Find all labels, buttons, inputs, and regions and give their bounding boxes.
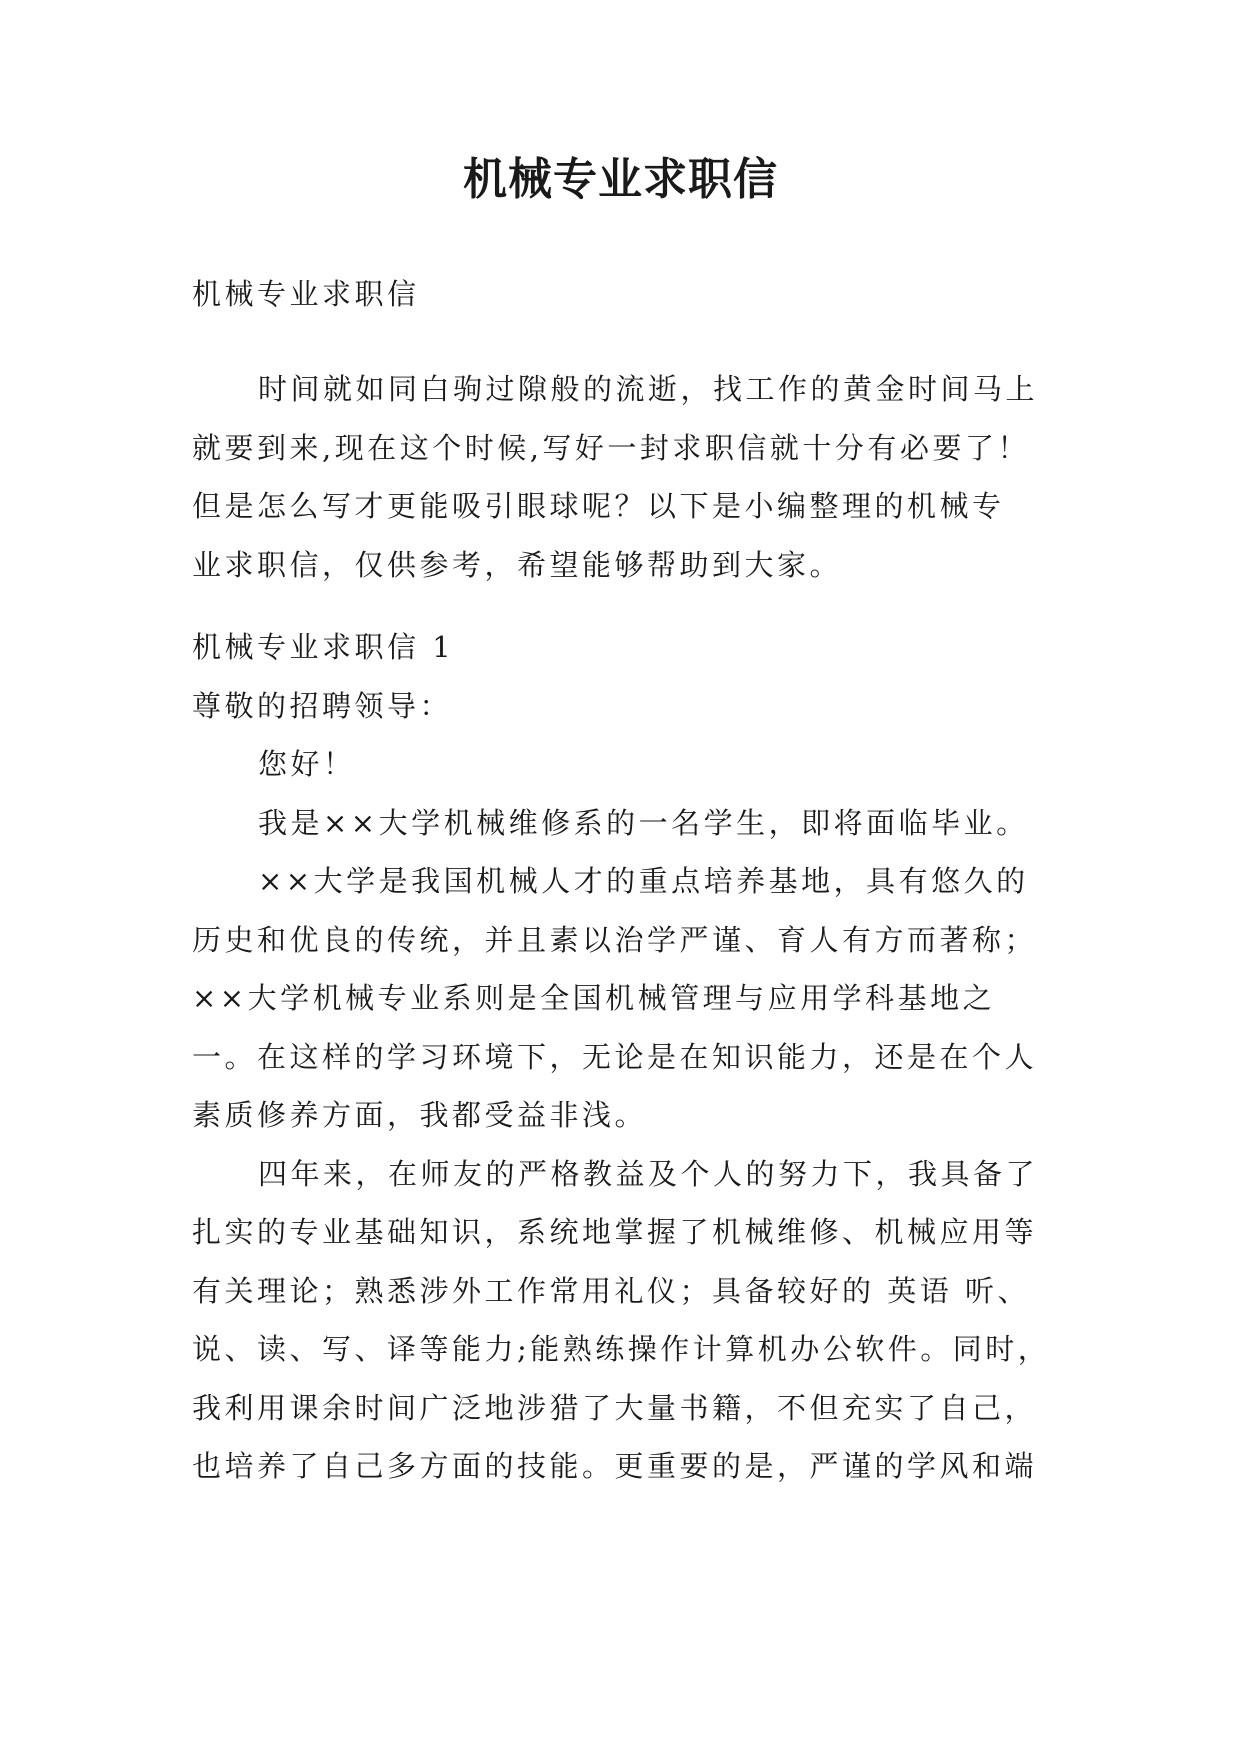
paragraph-line: 四年来，在师友的严格教益及个人的努力下，我具备了: [258, 1156, 1039, 1191]
paragraph-line: 扎实的专业基础知识，系统地掌握了机械维修、机械应用等: [192, 1215, 1038, 1249]
paragraph-line: 一。在这样的学习环境下，无论是在知识能力，还是在个人: [192, 1039, 1038, 1074]
intro-line: 业求职信，仅供参考，希望能够帮助到大家。: [192, 547, 843, 582]
paragraph-line: ××大学是我国机械人才的重点培养基地，具有悠久的: [258, 864, 1029, 898]
letter-body: [192, 618, 1072, 1496]
intro-line: 就要到来,现在这个时候,写好一封求职信就十分有必要了！: [192, 430, 1030, 465]
paragraph-line: 说、读、写、译等能力;能熟练操作计算机办公软件。同时，: [192, 1332, 1051, 1366]
paragraph-line: 有关理论；熟悉涉外工作常用礼仪；具备较好的 英语 听、: [192, 1273, 1030, 1308]
paragraph-line: 素质修养方面，我都受益非浅。: [192, 1098, 648, 1132]
greeting: 您好！: [258, 747, 356, 781]
paragraph-line: 我是××大学机械维修系的一名学生，即将面临毕业。: [258, 805, 1029, 840]
paragraph-line: 也培养了自己多方面的技能。更重要的是，严谨的学风和端: [192, 1449, 1038, 1483]
document-title: 机械专业求职信: [463, 154, 778, 205]
intro-line: 但是怎么写才更能吸引眼球呢？以下是小编整理的机械专: [192, 489, 1005, 523]
intro-line: 时间就如同白驹过隙般的流逝，找工作的黄金时间马上: [258, 372, 1039, 406]
salutation: 尊敬的招聘领导：: [192, 688, 453, 723]
section-heading: 机械专业求职信 1: [192, 630, 455, 664]
intro-paragraph: [192, 360, 1072, 594]
document-subtitle: [192, 265, 1072, 324]
subtitle-line: 机械专业求职信: [192, 277, 420, 311]
paragraph-line: ××大学机械专业系则是全国机械管理与应用学科基地之: [192, 981, 996, 1015]
paragraph-line: 历史和优良的传统，并且素以治学严谨、育人有方而著称；: [192, 922, 1038, 957]
paragraph-line: 我利用课余时间广泛地涉猎了大量书籍，不但充实了自己，: [192, 1390, 1038, 1425]
